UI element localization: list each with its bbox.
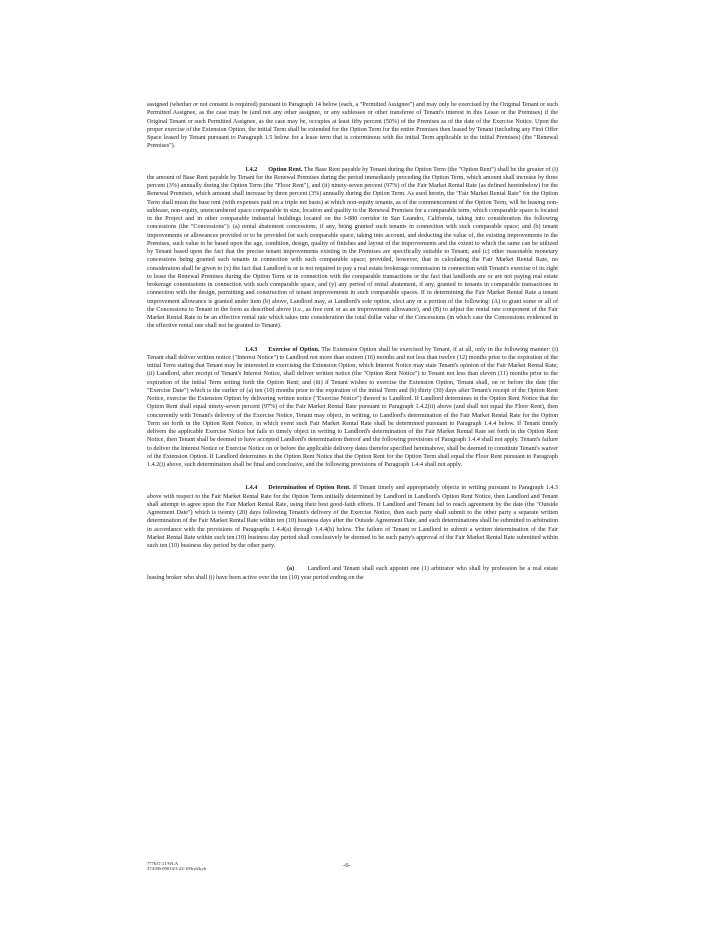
document-reference [147, 861, 206, 872]
section-number: 1.4.3 [245, 346, 258, 353]
doc-id-line: 777637.11/WLA [147, 861, 179, 866]
paragraph-text: The Base Rent payable by Tenant during the Option Term (the "Option Rent") shall be the greater of (i) the amount of Base Rent payable by Tenant for the Renewal Premises during the period immediately preceding the Option Term, which amount shall increase by three percent (3%) annually during the Option Term (the "Floor Rent"), and (ii) ninety-seven percent (97%) of the Fair Market Rental Rate (as defined hereinbelow) for the Renewal Premises, which amount shall increase by three percent (3%) annually during the Option Term. As used herein, the "Fair Market Rental Rate" for the Option Term shall mean the base rent (with expenses paid on a triple net basis) at which non-equity tenants, as of the commencement of the Option Term, will be leasing non-sublease, non-equity, unencumbered space comparable in size, location and quality to the Renewal Premises for a comparable term, which comparable space is located in the Project and in other comparable industrial buildings located on the I-880 corridor in San Leandro, California, taking into consideration the following concessions (the "Concessions"): (a) rental abatement concessions, if any, being granted such tenants in connection with such comparable space; and (b) tenant improvements or allowances provided or to be provided for such comparable space, taking into account, and deducting the value of, the existing improvements in the Premises, such value to be based upon the age, condition, design, quality of finishes and layout of the improvements and the extent to which the same can be utilized by Tenant based upon the fact that the precise tenant improvements existing in the Premises are specifically suitable to Tenant; and (c) other reasonable monetary concessions being granted such tenants in connection with such comparable space; provided, however, that in calculating the Fair Market Rental Rate, no consideration shall be given to (x) the fact that Landlord is or is not required to pay a real estate brokerage commission in connection with Tenant's exercise of its right to lease the Renewal Premises during the Option Term or in connection with the comparable transactions or the fact that landlords are or are not paying real estate brokerage commissions in connection with such comparable space, and (y) any period of rental abatement, if any, granted to tenants in comparable transactions in connection with the design, permitting and construction of tenant improvements in such comparable spaces. If in determining the Fair Market Rental Rate a tenant improvement allowance is granted under item (b) above, Landlord may, at Landlord's sole option, elect any or a portion of the following: (A) to grant some or all of the Concessions to Tenant in the form as described above (i.e., as free rent or as an improvement allowance), and (B) to adjust the rental rate component of the Fair Market Rental Rate to be an effective rental rate which takes into consideration the total dollar value of the Concessions (in which case the Concessions evidenced in the effective rental rate shall not be granted to Tenant). [147, 166, 558, 330]
paragraph-text: Landlord and Tenant shall each appoint one (1) arbitrator who shall by profession be a real estate leasing broker who shall (i) have been active over the ten (10) year period ending on the [147, 566, 558, 581]
paragraph-text: The Extension Option shall be exercised by Tenant, if at all, only in the following manner: (i) Tenant shall deliver written notice ("Interest Notice") to Landlord not more than sixteen (16) months and not less than twelve (12) months prior to the expiration of the initial Term stating that Tenant may be interested in exercising the Extension Option, which Interest Notice may state Tenant's opinion of the Fair Market Rental Rate; (ii) Landlord, after receipt of Tenant's Interest Notice, shall deliver written notice (the "Option Rent Notice") to Tenant not less than eleven (11) months prior to the expiration of the initial Term setting forth the Option Rent; and (iii) if Tenant wishes to exercise the Extension Option, Tenant shall, on or before the date (the "Exercise Date") which is the earlier of (a) ten (10) months prior to the expiration of the initial Term and (b) thirty (30) days after Tenant's receipt of the Option Rent Notice, exercise the Extension Option by delivering written notice ("Exercise Notice") thereof to Landlord. If Landlord determines in the Option Rent Notice that the Option Rent shall equal ninety-seven percent (97%) of the Fair Market Rental Rate pursuant to Paragraph 1.4.2(ii) above (and shall not equal the Floor Rent), then concurrently with Tenant's delivery of the Exercise Notice, Tenant may object, in writing, to Landlord's determination of the Fair Market Rental Rate for the Option Term set forth in the Option Rent Notice, in which event such Fair Market Rental Rate shall be determined pursuant to Paragraph 1.4.4 below. If Tenant timely delivers the applicable Exercise Notice but fails to timely object in writing to Landlord's determination of the Fair Market Rental Rate set forth in the Option Rent Notice, then Tenant shall be deemed to have accepted Landlord's determination thereof and the following provisions of Paragraph 1.4.4 shall not apply. Tenant's failure to deliver the Interest Notice or Exercise Notice on or before the applicable delivery dates therefor specified hereinabove, shall be deemed to constitute Tenant's waiver of the Extension Option. If Landlord determines in the Option Rent Notice that the Option Rent for the Option Term shall equal the Floor Rent pursuant to Paragraph 1.4.2(i) above, such determination shall be final and conclusive, and the following provisions of Paragraph 1.4.4 shall not apply. [147, 346, 558, 468]
doc-id-line: 374186-00014/3-22-18/kyh/kyh [147, 866, 206, 872]
paragraph-1-4-4-a [147, 565, 558, 582]
section-number: 1.4.2 [245, 166, 258, 173]
paragraph-1-4-2 [147, 166, 558, 331]
section-heading: Determination of Option Rent. [268, 485, 351, 492]
paragraph-1-4-4 [147, 484, 558, 550]
document-body [147, 101, 558, 597]
section-heading: Option Rent. [268, 166, 303, 173]
section-number: 1.4.4 [245, 485, 258, 492]
page-number: -6- [343, 862, 351, 869]
paragraph-1-4-3 [147, 346, 558, 470]
subsection-letter: (a) [287, 566, 295, 573]
paragraph-text: assigned (whether or not consent is required) pursuant to Paragraph 14 below (each, a "Permitted Assignee") and may only be exercised by the Original Tenant or such Permitted Assignee, as the case may be (and not any other assignee, or any sublessee or other transferee of Tenant's interest in this Lease or the Premises) if the Original Tenant or such Permitted Assignee, as the case may be, occupies at least fifty percent (50%) of the Premises as of the date of the Exercise Notice. Upon the proper exercise of the Extension Option, the initial Term shall be extended for the Option Term for the entire Premises then leased by Tenant (including any First Offer Space leased by Tenant pursuant to Paragraph 1.5 below for a lease term that is coterminous with the initial Term applicable to the initial Premises) (the "Renewal Premises"). [147, 102, 558, 150]
section-heading: Exercise of Option. [268, 346, 320, 353]
paragraph-text: If Tenant timely and appropriately objects in writing pursuant to Paragraph 1.4.3 above with respect to the Fair Market Rental Rate for the Option Term initially determined by Landlord in Landlord's Option Rent Notice, then Landlord and Tenant shall attempt to agree upon the Fair Market Rental Rate, using their best good-faith efforts. If Landlord and Tenant fail to reach agreement by the date (the "Outside Agreement Date") which is twenty (20) days following Tenant's delivery of the Exercise Notice, then each party shall submit to the other party a separate written determination of the Fair Market Rental Rate within ten (10) business days after the Outside Agreement Date, and such determinations shall be submitted to arbitration in accordance with the provisions of Paragraphs 1.4.4(a) through 1.4.4(h) below. The failure of Tenant or Landlord to submit a written determination of the Fair Market Rental Rate within such ten (10) business day period shall conclusively be deemed to be such party's approval of the Fair Market Rental Rate submitted within such ten (10) business day period by the other party. [147, 485, 558, 549]
paragraph-continuation [147, 101, 558, 151]
